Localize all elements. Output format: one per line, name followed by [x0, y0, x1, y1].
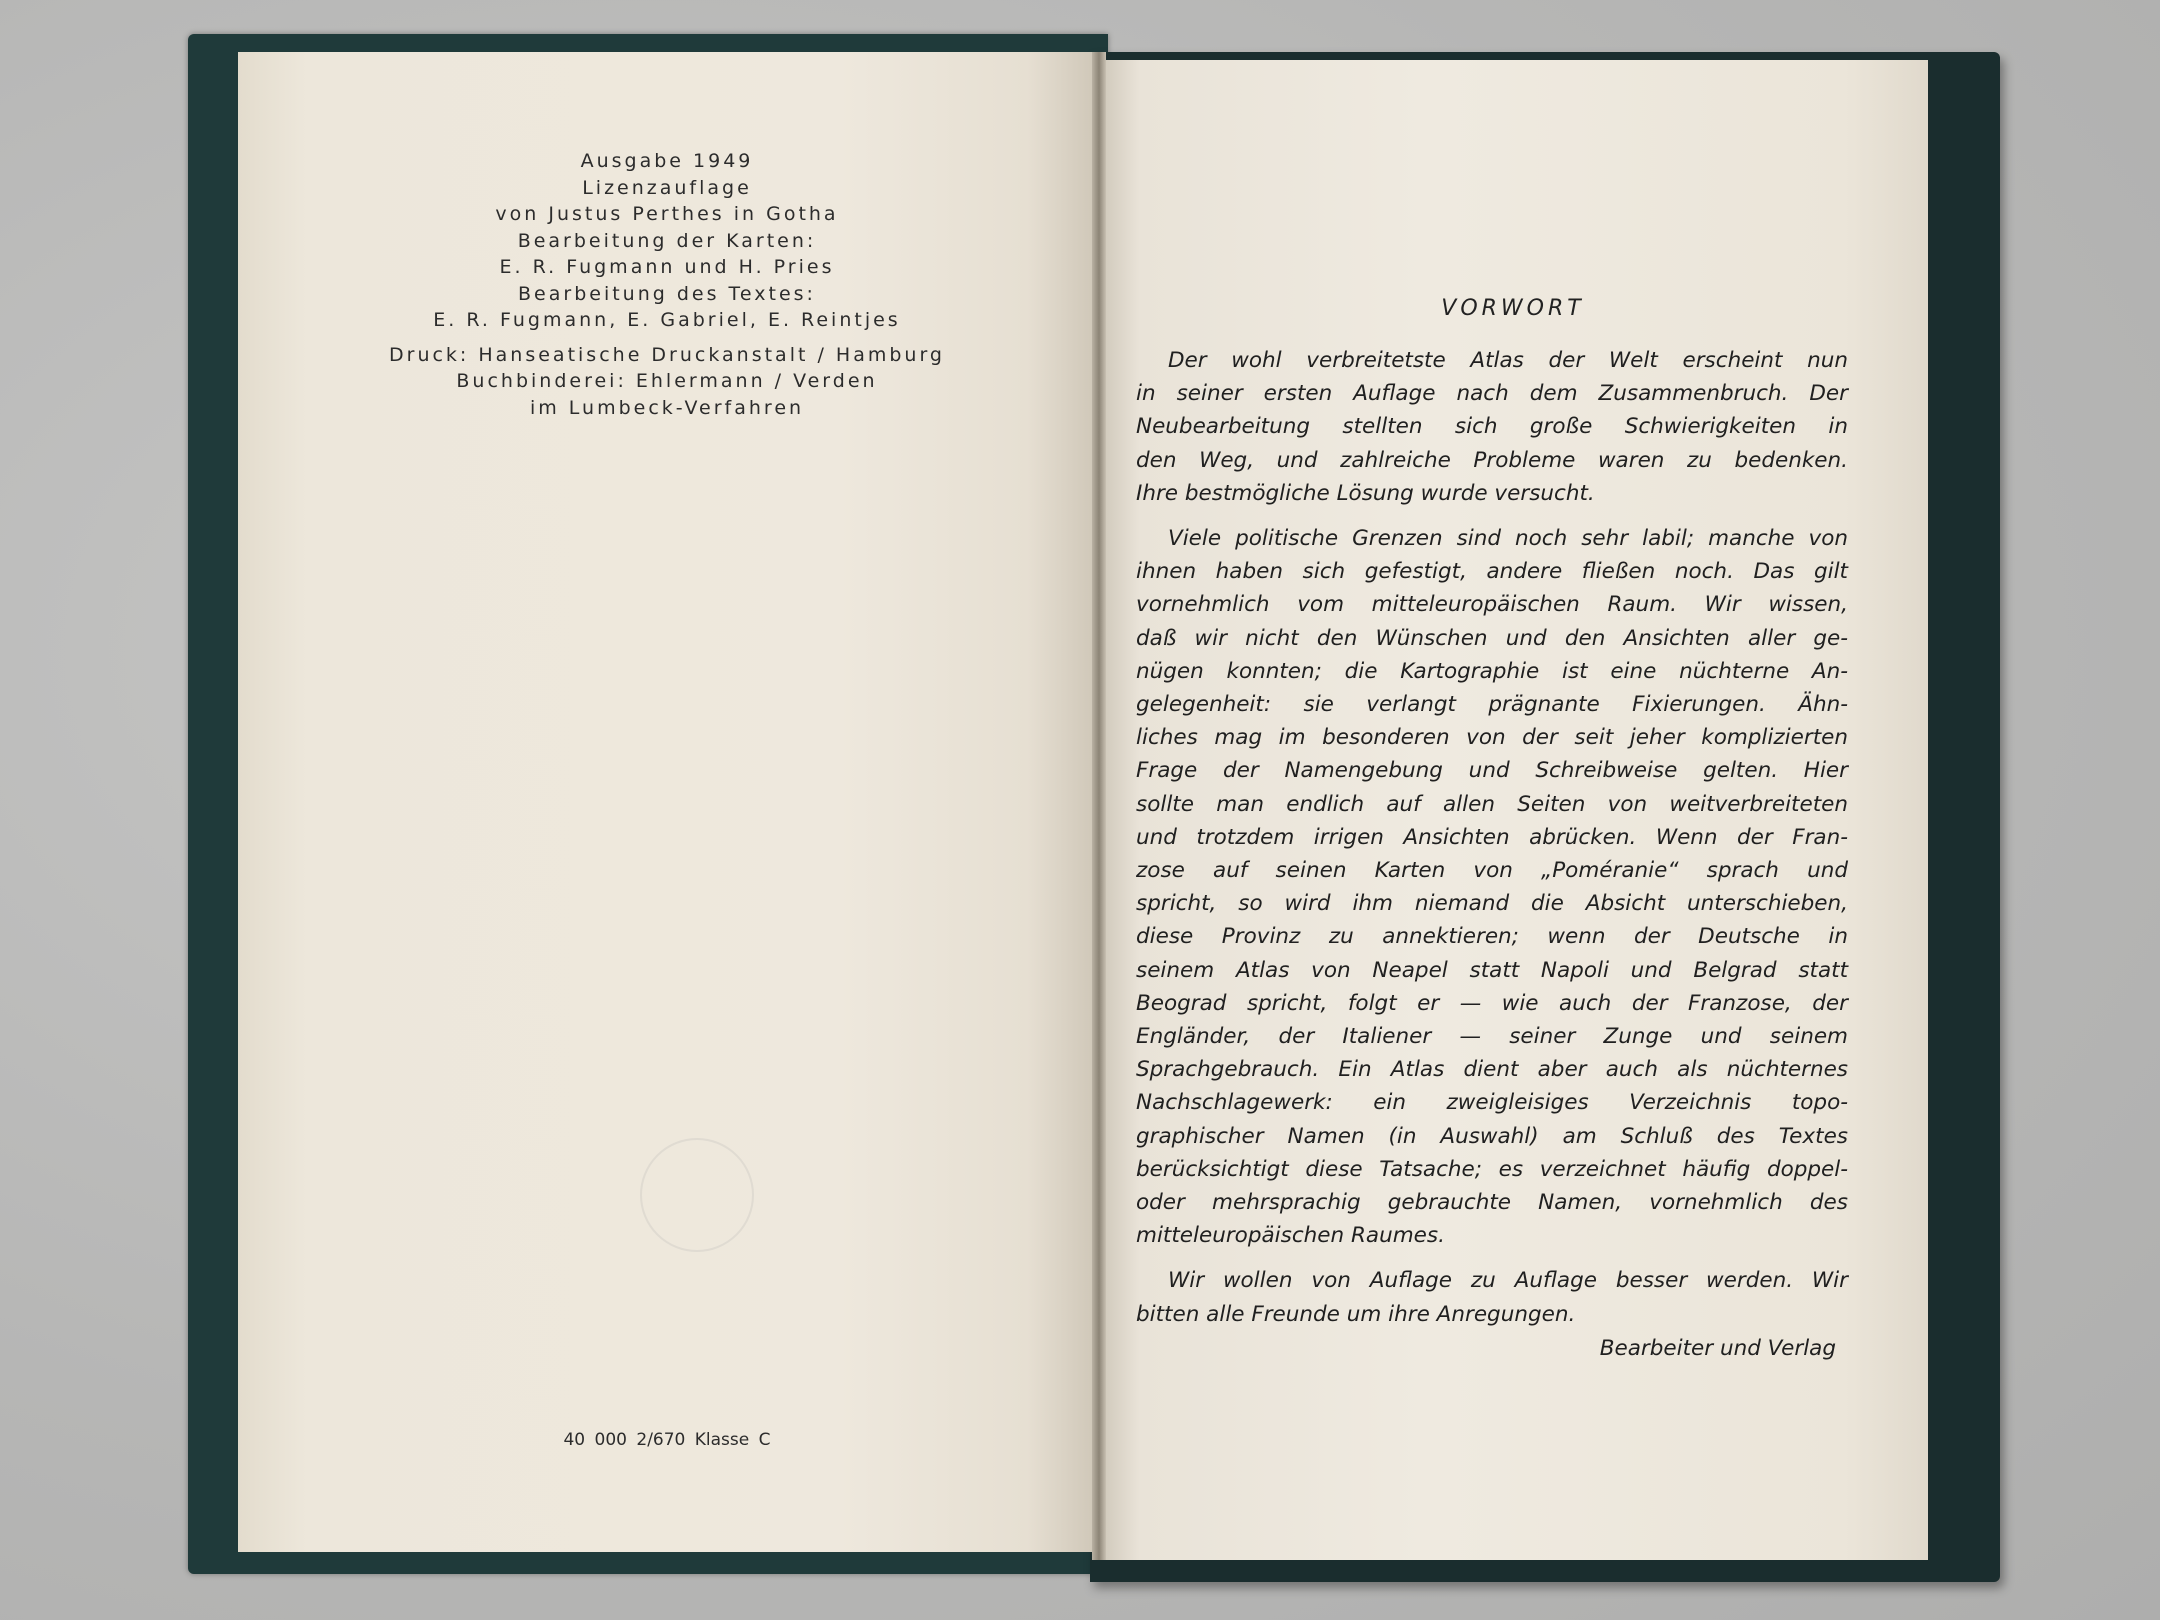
preface-line: vornehmlich vom mitteleuropäischen Raum. Wir wissen,: [1136, 592, 1848, 618]
preface-line: Wir wollen von Auflage zu Auflage besser werden. Wir: [1168, 1268, 1848, 1294]
imprint-line: Lizenzauflage: [582, 176, 752, 199]
imprint-line: E. R. Fugmann, E. Gabriel, E. Reintjes: [433, 309, 901, 331]
imprint-spacer: [238, 334, 1096, 342]
preface-line: Viele politische Grenzen sind noch sehr labil; manche von: [1168, 526, 1848, 552]
imprint-line: Bearbeitung des Textes:: [518, 282, 816, 305]
show-through-emblem: [640, 1138, 754, 1252]
preface-line: zose auf seinen Karten von „Poméranie“ sprach und: [1136, 858, 1848, 884]
preface-line: Nachschlagewerk: ein zweigleisiges Verzeichnis topo-: [1136, 1090, 1848, 1116]
preface-line: Sprachgebrauch. Ein Atlas dient aber auch als nüchternes: [1136, 1057, 1848, 1083]
preface-line: oder mehrsprachig gebrauchte Namen, vornehmlich des: [1136, 1190, 1848, 1216]
preface-line: den Weg, und zahlreiche Probleme waren zu bedenken.: [1136, 447, 1848, 473]
paragraph-spacer: [1136, 1252, 1848, 1264]
preface-line: seinem Atlas von Neapel statt Napoli und Belgrad statt: [1136, 957, 1848, 983]
preface-line: spricht, so wird ihm niemand die Absicht unterschieben,: [1136, 891, 1848, 917]
preface-line: Engländer, der Italiener — seiner Zunge und seinem: [1136, 1024, 1848, 1050]
preface-line: gelegenheit: sie verlangt prägnante Fixierungen. Ähn-: [1136, 692, 1848, 718]
imprint-block: [238, 148, 1096, 421]
preface-line: liches mag im besonderen von der seit jeher komplizierten: [1136, 725, 1848, 751]
paragraph-spacer: [1136, 510, 1848, 522]
preface-line: Der wohl verbreitetste Atlas der Welt erscheint nun: [1168, 348, 1848, 373]
imprint-line: Bearbeitung der Karten:: [517, 229, 817, 252]
preface-line: daß wir nicht den Wünschen und den Ansichten aller ge-: [1136, 625, 1848, 651]
imprint-line: von Justus Perthes in Gotha: [495, 203, 839, 225]
imprint-line: E. R. Fugmann und H. Pries: [499, 256, 835, 278]
preface-line: Ihre bestmögliche Lösung wurde versucht.: [1136, 480, 1595, 506]
preface-line: Beograd spricht, folgt er — wie auch der Franzose, der: [1136, 990, 1848, 1016]
preface-line: und trotzdem irrigen Ansichten abrücken. Wenn der Fran-: [1136, 824, 1848, 850]
preface-line: mitteleuropäischen Raumes.: [1136, 1223, 1445, 1249]
preface-line: berücksichtigt diese Tatsache; es verzeichnet häufig doppel-: [1136, 1156, 1848, 1182]
imprint-line: Buchbinderei: Ehlermann / Verden: [456, 370, 878, 392]
imprint-line: Druck: Hanseatische Druckanstalt / Hamburg: [389, 343, 945, 366]
preface-title: VORWORT: [1441, 296, 1585, 321]
imprint-line: im Lumbeck-Verfahren: [529, 396, 805, 419]
preface-line: diese Provinz zu annektieren; wenn der Deutsche in: [1136, 924, 1848, 950]
preface-line: graphischer Namen (in Auswahl) am Schluß des Textes: [1136, 1123, 1848, 1149]
preface-line: in seiner ersten Auflage nach dem Zusammenbruch. Der: [1136, 381, 1848, 407]
print-run-note: 40 000 2/670 Klasse C: [563, 1430, 771, 1450]
preface-line: nügen konnten; die Kartographie ist eine nüchterne An-: [1136, 658, 1848, 684]
preface-text: [1136, 344, 1848, 1331]
preface-line: ihnen haben sich gefestigt, andere fließen noch. Das gilt: [1136, 559, 1848, 585]
imprint-line: Ausgabe 1949: [580, 150, 754, 172]
preface-line: Frage der Namengebung und Schreibweise gelten. Hier: [1136, 758, 1848, 784]
preface-line: bitten alle Freunde um ihre Anregungen.: [1136, 1301, 1576, 1327]
preface-signature: Bearbeiter und Verlag: [1599, 1336, 1836, 1361]
preface-line: sollte man endlich auf allen Seiten von weitverbreiteten: [1136, 791, 1848, 817]
preface-line: Neubearbeitung stellten sich große Schwierigkeiten in: [1136, 414, 1848, 440]
